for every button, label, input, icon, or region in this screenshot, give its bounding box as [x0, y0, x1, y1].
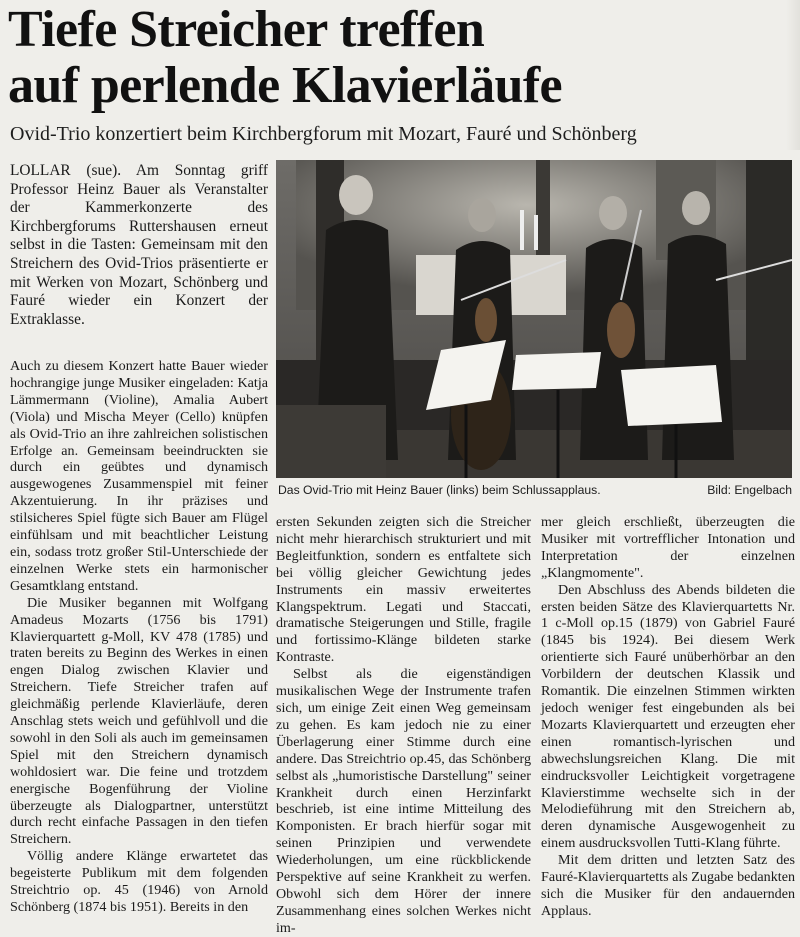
- headline-line-1: Tiefe Streicher treffen: [8, 1, 485, 58]
- article-column-2: [276, 514, 531, 937]
- caption-text: Das Ovid-Trio mit Heinz Bauer (links) beim Schlussapplaus.: [278, 483, 601, 497]
- paragraph: Völlig andere Klänge erwartetet das begeisterte Publikum mit dem folgenden Streichtrio op. 45 (1946) von Arnold Schönberg (1874 bis 1951). Bereits in den: [10, 848, 268, 915]
- headline-line-2: auf perlende Klavierläufe: [8, 57, 563, 114]
- photo-credit: Bild: Engelbach: [707, 483, 792, 497]
- article-column-1: [10, 358, 268, 916]
- headline: [8, 2, 778, 114]
- paragraph: mer gleich erschließt, überzeugten die Musiker mit vortrefflicher Intonation und Interpretation der einzelnen „Klangmomente".: [541, 514, 795, 581]
- paragraph: Auch zu diesem Konzert hatte Bauer wieder hochrangige junge Musiker eingeladen: Katja Lämmermann (Violine), Amalia Aubert (Viola) und Mischa Meyer (Cello) knüpfen als Ovid-Trio an ihre zahlreichen solistischen Erfolge an. Gemeinsam beeindruckten sie durch ein geübtes und dynamisch ausgewogenes Zusammenspiel mit feiner Akzentuierung. In ihr präzises und stilsicheres Spiel fügte sich Bauer am Flügel einfühlsam und mit beachtlicher Leistung ein, sodass trotz großer Stil-Unterschiede der einzelnen Werke stets ein harmonischer Gesamtklang entstand.: [10, 358, 268, 594]
- subtitle: Ovid-Trio konzertiert beim Kirchbergforum mit Mozart, Fauré und Schönberg: [10, 123, 637, 145]
- page-edge-shadow: [786, 0, 800, 150]
- paragraph: Mit dem dritten und letzten Satz des Fauré-Klavierquartetts als Zugabe bedankten sich die Musiker für den andauernden Applaus.: [541, 852, 795, 919]
- lead-paragraph: [10, 162, 268, 329]
- paragraph: Selbst als die eigenständigen musikalischen Wege der Instrumente trafen sich, um einige Zeit einen Weg gemeinsam zu gehen. Es kam jedoch nie zu einer Überlagerung einer Stimme durch eine andere. Das Streichtrio op.45, das Schönberg selbst als „humoristische Darstellung" seiner Krankheit durch einen Herzinfarkt beschrieb, ist eine intime Mitteilung des Komponisten. Er brach hierfür sogar mit seinen Prinzipien und verwendete Wiederholungen, um eine rückblickende Perspektive auf seine Krankheit zu werfen. Obwohl sich dem Hörer der innere Zusammenhang eines solchen Werkes nicht im-: [276, 666, 531, 936]
- paragraph: ersten Sekunden zeigten sich die Streicher nicht mehr hierarchisch strukturiert und mit Begleitfunktion, sondern es entfaltete sich bei völlig gleicher Gewichtung jedes Instruments ein massiv erweitertes Klangspektrum. Legati und Staccati, dramatische Steigerungen und Stille, fragile und fortissimo-Klänge bildeten starke Kontraste.: [276, 514, 531, 666]
- photo-caption: [278, 482, 792, 498]
- article-column-3: [541, 514, 795, 920]
- concert-photo: [276, 160, 792, 478]
- lead-text: LOLLAR (sue). Am Sonntag griff Professor Heinz Bauer als Veranstalter der Kammerkonzerte des Kirchbergforums Ruttershausen erneut selbst in die Tasten: Gemeinsam mit den Streichern des Ovid-Trios präsentierte er mit Werken von Mozart, Schönberg und Fauré wieder ein Konzert der Extraklasse.: [10, 162, 268, 328]
- paragraph: Den Abschluss des Abends bildeten die ersten beiden Sätze des Klavierquartetts Nr. 1 c-Moll op.15 (1879) von Gabriel Fauré (1845 bis 1924). Bei diesem Werk orientierte sich Fauré unüberhörbar an den Vorbildern der deutschen Klassik und Romantik. Die einzelnen Stimmen wirkten jedoch weniger fest eingebunden als bei Mozarts Klavierquartett und erzeugten eher einen romantisch-lyrischen und abwechslungsreichen Klang. Die mit eindrucksvoller Leichtigkeit vorgetragene Klavierstimme wechselte sich in der Melodieführung mit den Streichern ab, deren dynamische Ausgewogenheit zu einem ausdrucksvollen Tutti-Klang führte.: [541, 581, 795, 852]
- paragraph: Die Musiker begannen mit Wolfgang Amadeus Mozarts (1756 bis 1791) Klavierquartett g-Moll, KV 478 (1785) und traten bereits zu Beginn des Werkes in einen engen Dialog zwischen Klavier und Streichern. Tiefe Streicher trafen auf gleichmäßig perlende Klavierläufe, deren Anschlag stets weich und gefühlvoll und die sowohl in den Soli als auch im gemeinsamen Spiel mit den Streichern dynamisch wohldosiert war. Die feine und trotzdem energische Bogenführung der Violine überzeugte als Dialogpartner, unterstützt durch recht einfache Passagen in den tiefen Streichern.: [10, 594, 268, 848]
